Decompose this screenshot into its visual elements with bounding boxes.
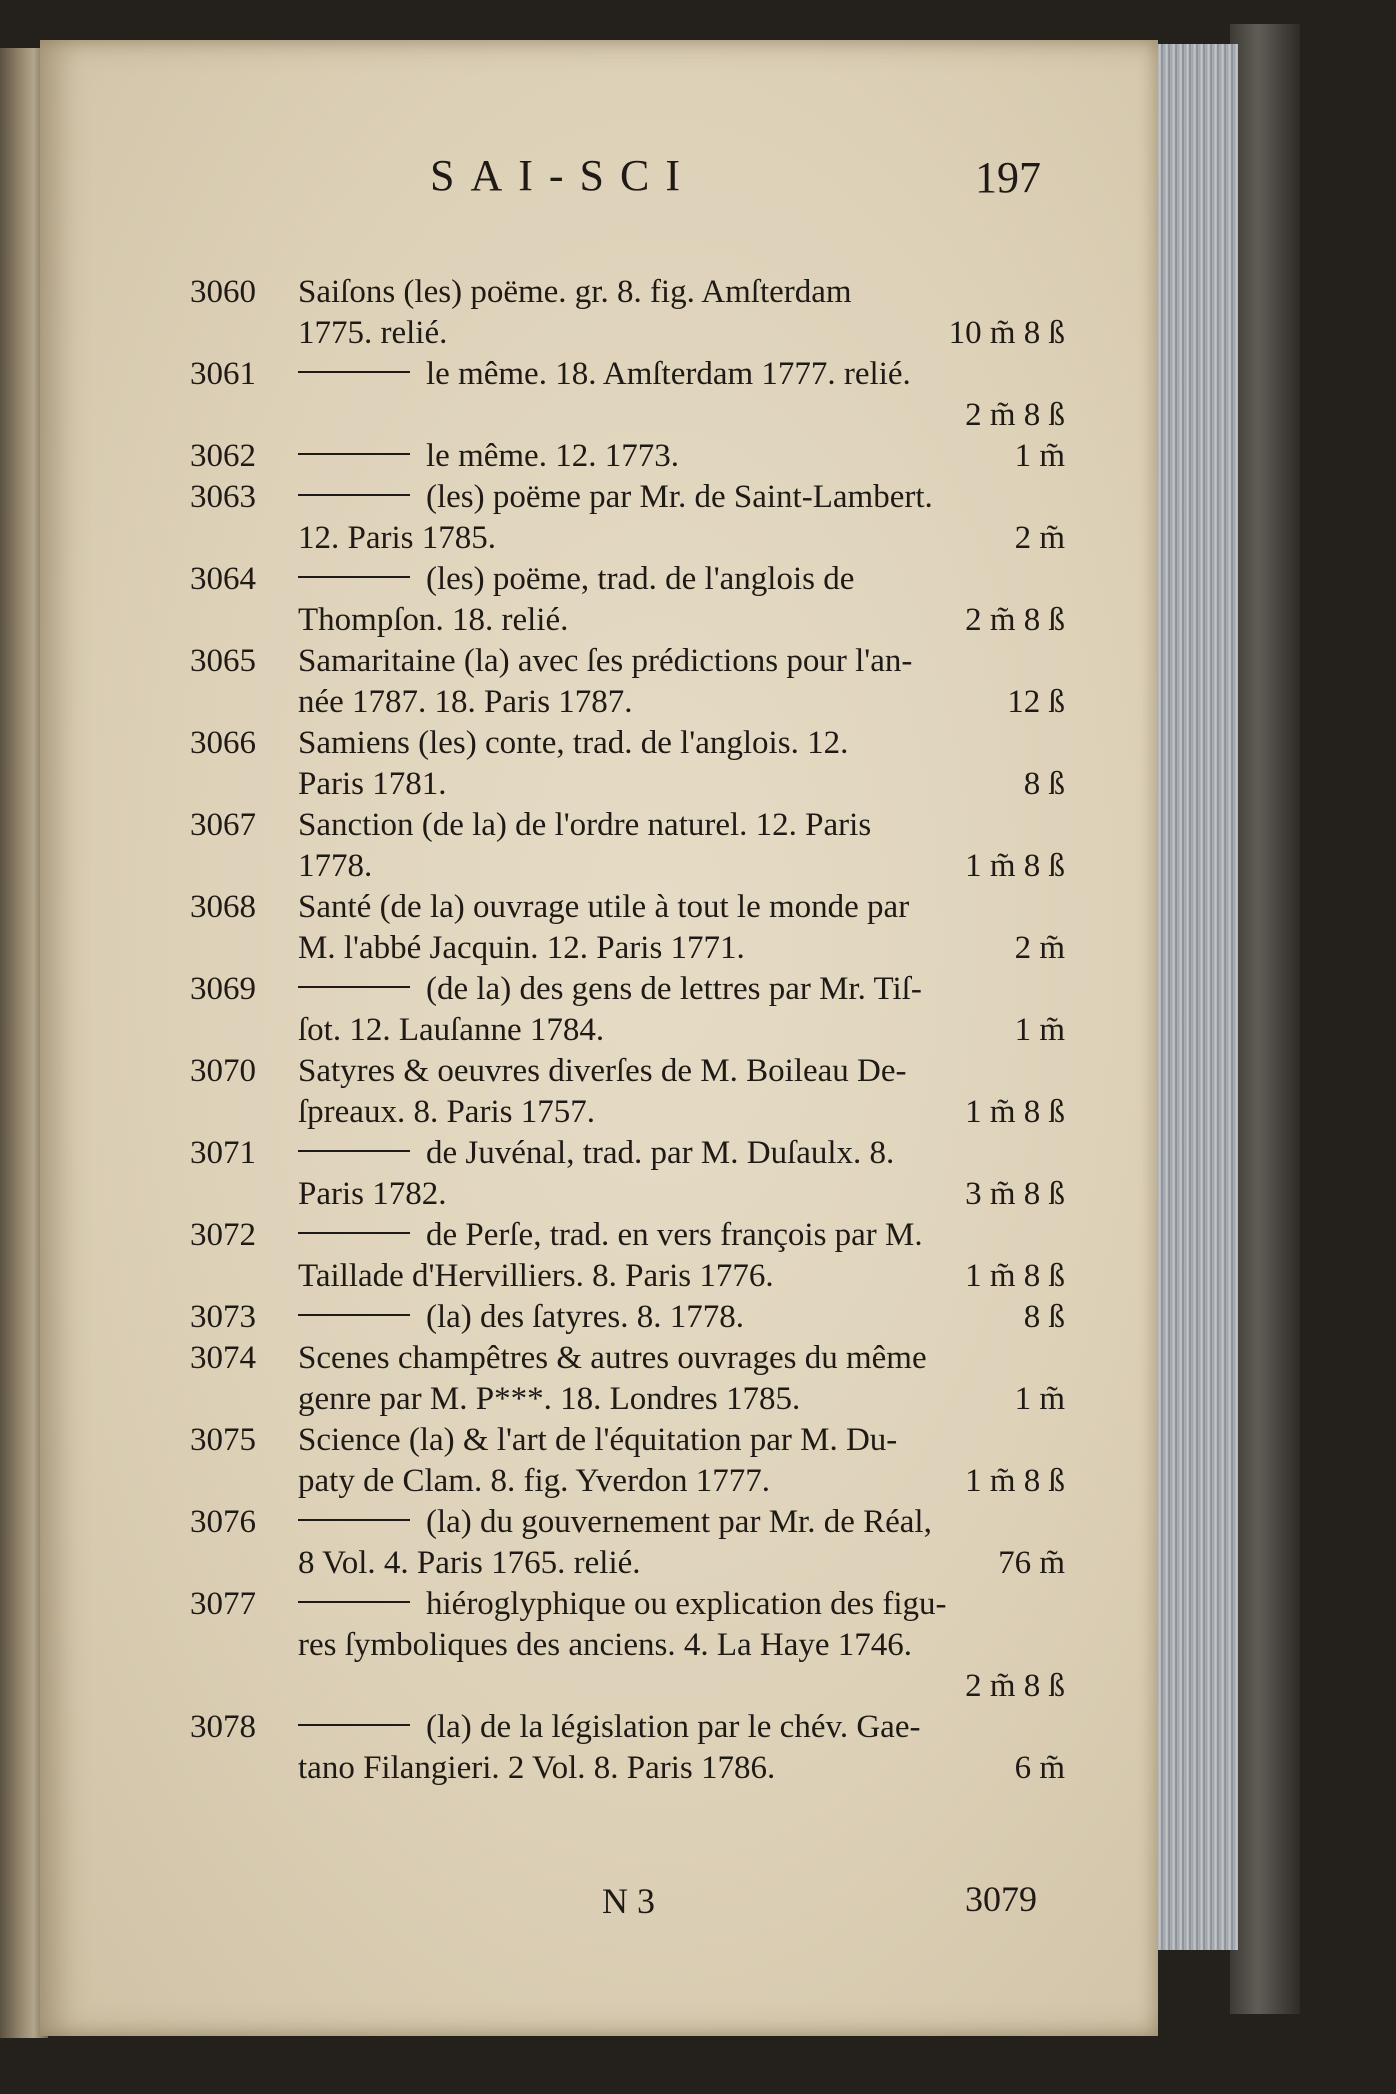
- entry-text-line: [298, 1092, 595, 1133]
- ditto-rule: [298, 453, 410, 455]
- entry-text-line: [298, 1215, 923, 1256]
- catalog-entry: [190, 1338, 1065, 1379]
- entry-text-line: [298, 518, 496, 559]
- catalog-page: [40, 40, 1158, 2036]
- entry-text-line: [298, 1010, 604, 1051]
- catchword: 3079: [965, 1879, 1037, 1919]
- catalog-entry-continuation: [190, 682, 1065, 723]
- entry-text: Samaritaine (la) avec ſes prédictions pour l'an-: [298, 643, 913, 679]
- entry-text: le même. 18. Amſterdam 1777. relié.: [426, 356, 911, 392]
- entry-text: Paris 1782.: [298, 1176, 447, 1212]
- entry-text: 8 Vol. 4. Paris 1765. relié.: [298, 1545, 641, 1581]
- entry-number: 3071: [190, 1135, 256, 1171]
- entry-text-line: [298, 1584, 947, 1625]
- catalog-entry: [190, 969, 1065, 1010]
- entry-text: le même. 12. 1773.: [426, 438, 679, 474]
- entry-number: 3073: [190, 1299, 256, 1335]
- catalog-entry-continuation: [190, 928, 1065, 969]
- catalog-entry: [190, 1297, 1065, 1338]
- entry-text-line: [298, 600, 568, 641]
- catalog-entry: [190, 272, 1065, 313]
- entry-text: (la) du gouvernement par Mr. de Réal,: [426, 1504, 932, 1540]
- entry-number: 3069: [190, 971, 256, 1007]
- catalog-entry: [190, 1584, 1065, 1625]
- ditto-rule: [298, 1232, 410, 1234]
- entry-text-line: [298, 313, 447, 354]
- catalog-entry-continuation: [190, 846, 1065, 887]
- entry-text-line: [298, 1461, 770, 1502]
- entry-text-line: [298, 682, 633, 723]
- entry-text: hiéroglyphique ou explication des figu-: [426, 1586, 947, 1622]
- entry-number: 3075: [190, 1422, 256, 1458]
- entry-text: Saiſons (les) poëme. gr. 8. fig. Amſterdam: [298, 274, 852, 310]
- entry-text-line: [298, 1256, 774, 1297]
- catalog-entry-continuation: [190, 1461, 1065, 1502]
- entry-price: 6 m̃: [1014, 1750, 1065, 1786]
- catalog-entries: [190, 272, 1065, 1789]
- entry-text: Taillade d'Hervilliers. 8. Paris 1776.: [298, 1258, 774, 1294]
- entry-price: 2 m̃: [1014, 930, 1065, 966]
- entry-text: Scenes champêtres & autres ouvrages du même: [298, 1340, 927, 1376]
- entry-text: de Juvénal, trad. par M. Duſaulx. 8.: [426, 1135, 895, 1171]
- catalog-entry: [190, 723, 1065, 764]
- entry-number: 3066: [190, 725, 256, 761]
- entry-price: 2 m̃: [1014, 520, 1065, 556]
- entry-price: 1 m̃: [1014, 1381, 1065, 1417]
- entry-text: res ſymboliques des anciens. 4. La Haye 1746.: [298, 1627, 913, 1663]
- entry-text: Sanction (de la) de l'ordre naturel. 12. Paris: [298, 807, 872, 843]
- entry-text: Science (la) & l'art de l'équitation par M. Du-: [298, 1422, 898, 1458]
- entry-text: ſot. 12. Lauſanne 1784.: [298, 1012, 605, 1048]
- entry-text-line: [298, 1338, 927, 1379]
- catalog-entry: [190, 436, 1065, 477]
- entry-text: (la) des ſatyres. 8. 1778.: [426, 1299, 744, 1335]
- ditto-rule: [298, 1724, 410, 1726]
- entry-text: née 1787. 18. Paris 1787.: [298, 684, 633, 720]
- book-cover-edge: [1230, 24, 1300, 2014]
- entry-text: tano Filangieri. 2 Vol. 8. Paris 1786.: [298, 1750, 776, 1786]
- entry-text-line: [298, 1174, 447, 1215]
- entry-text: Thompſon. 18. relié.: [298, 602, 569, 638]
- entry-text-line: [298, 436, 679, 477]
- catalog-entry: [190, 354, 1065, 395]
- entry-text-line: [298, 969, 922, 1010]
- entry-price: 1 m̃ 8 ß: [965, 1463, 1065, 1499]
- catalog-entry-continuation: [190, 1543, 1065, 1584]
- running-header: SAI-SCI: [430, 151, 697, 200]
- entry-text-line: [298, 1420, 897, 1461]
- signature-mark: N 3: [602, 1881, 655, 1921]
- entry-price: 1 m̃: [1014, 1012, 1065, 1048]
- entry-price: 8 ß: [1023, 1299, 1065, 1335]
- ditto-rule: [298, 1601, 410, 1603]
- catalog-entry: [190, 1051, 1065, 1092]
- entry-number: 3061: [190, 356, 256, 392]
- entry-number: 3063: [190, 479, 256, 515]
- entry-price: 8 ß: [1023, 766, 1065, 802]
- entry-text-line: [298, 846, 372, 887]
- entry-text-line: [298, 1543, 641, 1584]
- catalog-entry: [190, 887, 1065, 928]
- entry-text: Samiens (les) conte, trad. de l'anglois. 12.: [298, 725, 849, 761]
- catalog-entry: [190, 1707, 1065, 1748]
- page-number: 197: [975, 153, 1041, 202]
- entry-text: 12. Paris 1785.: [298, 520, 496, 556]
- entry-number: 3068: [190, 889, 256, 925]
- catalog-entry-continuation: [190, 1748, 1065, 1789]
- catalog-entry: [190, 477, 1065, 518]
- entry-price: 12 ß: [1007, 684, 1065, 720]
- entry-price: 2 m̃ 8 ß: [965, 397, 1065, 433]
- entry-number: 3065: [190, 643, 256, 679]
- ditto-rule: [298, 1519, 410, 1521]
- entry-text: paty de Clam. 8. fig. Yverdon 1777.: [298, 1463, 771, 1499]
- entry-text: M. l'abbé Jacquin. 12. Paris 1771.: [298, 930, 745, 966]
- catalog-entry-continuation: [190, 1092, 1065, 1133]
- entry-text-line: [298, 1707, 920, 1748]
- catalog-entry: [190, 1420, 1065, 1461]
- entry-text-line: [298, 928, 745, 969]
- entry-text-line: [298, 641, 912, 682]
- entry-text-line: [298, 764, 447, 805]
- entry-number: 3077: [190, 1586, 256, 1622]
- entry-number: 3064: [190, 561, 256, 597]
- entry-price: 1 m̃ 8 ß: [965, 1258, 1065, 1294]
- entry-price: 76 m̃: [998, 1545, 1065, 1581]
- entry-number: 3072: [190, 1217, 256, 1253]
- catalog-entry-continuation: [190, 395, 1065, 436]
- entry-text: genre par M. P***. 18. Londres 1785.: [298, 1381, 801, 1417]
- ditto-rule: [298, 1314, 410, 1316]
- entry-text-line: [298, 723, 848, 764]
- ditto-rule: [298, 986, 410, 988]
- catalog-entry-continuation: [190, 1256, 1065, 1297]
- entry-text-line: [298, 1625, 912, 1666]
- entry-text: (de la) des gens de lettres par Mr. Tiſ-: [426, 971, 922, 1007]
- entry-text: 1775. relié.: [298, 315, 448, 351]
- entry-price: 1 m̃ 8 ß: [965, 848, 1065, 884]
- catalog-entry-continuation: [190, 600, 1065, 641]
- catalog-entry-continuation: [190, 518, 1065, 559]
- entry-number: 3070: [190, 1053, 256, 1089]
- entry-text-line: [298, 559, 854, 600]
- catalog-entry-continuation: [190, 1010, 1065, 1051]
- entry-number: 3078: [190, 1709, 256, 1745]
- entry-text: (les) poëme par Mr. de Saint-Lambert.: [426, 479, 933, 515]
- ditto-rule: [298, 576, 410, 578]
- entry-price: 10 m̃ 8 ß: [948, 315, 1065, 351]
- catalog-entry: [190, 805, 1065, 846]
- ditto-rule: [298, 1150, 410, 1152]
- entry-text-line: [298, 1297, 744, 1338]
- entry-text: Satyres & oeuvres diverſes de M. Boileau De-: [298, 1053, 907, 1089]
- entry-text: de Perſe, trad. en vers françois par M.: [426, 1217, 923, 1253]
- catalog-entry: [190, 1215, 1065, 1256]
- entry-text-line: [298, 1379, 800, 1420]
- entry-text-line: [298, 477, 933, 518]
- entry-text-line: [298, 1133, 894, 1174]
- entry-text-line: [298, 1051, 907, 1092]
- entry-text-line: [298, 354, 911, 395]
- catalog-entry-continuation: [190, 764, 1065, 805]
- catalog-entry-continuation: [190, 1625, 1065, 1666]
- entry-number: 3076: [190, 1504, 256, 1540]
- entry-number: 3062: [190, 438, 256, 474]
- entry-text: ſpreaux. 8. Paris 1757.: [298, 1094, 595, 1130]
- catalog-entry: [190, 559, 1065, 600]
- entry-number: 3067: [190, 807, 256, 843]
- catalog-entry-continuation: [190, 313, 1065, 354]
- catalog-entry-continuation: [190, 1174, 1065, 1215]
- entry-text-line: [298, 887, 909, 928]
- entry-text-line: [298, 805, 871, 846]
- ditto-rule: [298, 494, 410, 496]
- entry-text: 1778.: [298, 848, 373, 884]
- entry-text-line: [298, 272, 852, 313]
- entry-number: 3074: [190, 1340, 256, 1376]
- catalog-entry: [190, 641, 1065, 682]
- entry-text: Santé (de la) ouvrage utile à tout le monde par: [298, 889, 910, 925]
- entry-text-line: [298, 1502, 932, 1543]
- page-block-edge: [1150, 44, 1238, 1950]
- catalog-entry: [190, 1133, 1065, 1174]
- entry-price: 3 m̃ 8 ß: [965, 1176, 1065, 1212]
- entry-text-line: [298, 1748, 775, 1789]
- entry-price: 1 m̃ 8 ß: [965, 1094, 1065, 1130]
- entry-price: 2 m̃ 8 ß: [965, 602, 1065, 638]
- entry-text: (les) poëme, trad. de l'anglois de: [426, 561, 855, 597]
- ditto-rule: [298, 371, 410, 373]
- catalog-entry-continuation: [190, 1666, 1065, 1707]
- entry-text: (la) de la législation par le chév. Gae-: [426, 1709, 921, 1745]
- catalog-entry-continuation: [190, 1379, 1065, 1420]
- entry-text: Paris 1781.: [298, 766, 447, 802]
- entry-price: 1 m̃: [1014, 438, 1065, 474]
- entry-price: 2 m̃ 8 ß: [965, 1668, 1065, 1704]
- catalog-entry: [190, 1502, 1065, 1543]
- entry-number: 3060: [190, 274, 256, 310]
